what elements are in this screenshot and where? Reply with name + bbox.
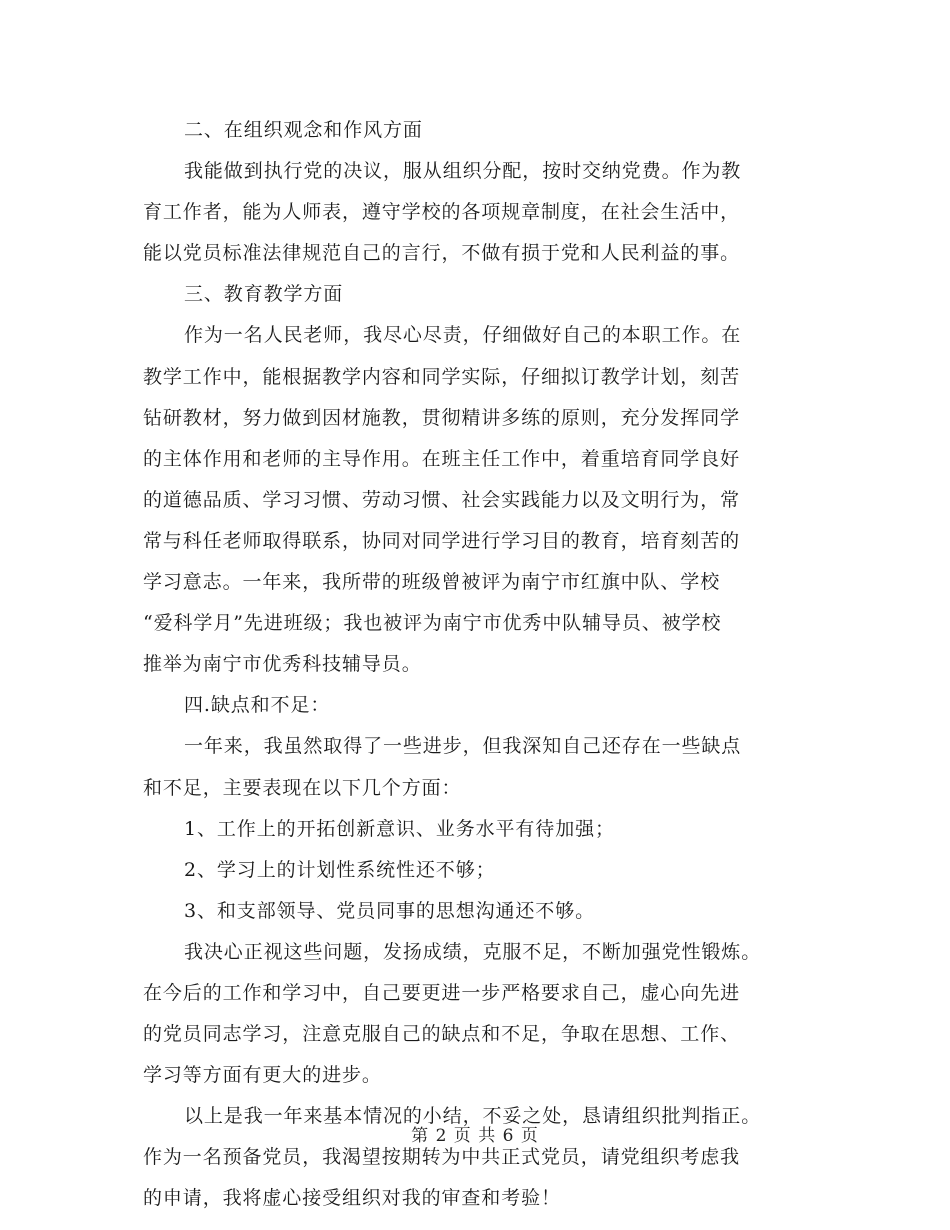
paragraph-line: 和不足，主要表现在以下几个方面： — [143, 776, 462, 799]
paragraph-line: 以上是我一年来基本情况的小结，不妥之处，恳请组织批判指正。 — [184, 1105, 762, 1128]
paragraph-line: 作为一名预备党员，我渴望按期转为中共正式党员，请党组织考虑我 — [143, 1146, 741, 1169]
paragraph-line: 学习意志。一年来，我所带的班级曾被评为南宁市红旗中队、学校 — [143, 571, 721, 594]
list-item: 2、学习上的计划性系统性还不够； — [184, 858, 496, 881]
paragraph-line: 的申请，我将虚心接受组织对我的审查和考验！ — [143, 1187, 561, 1210]
paragraph-line: 育工作者，能为人师表，遵守学校的各项规章制度，在社会生活中， — [143, 201, 741, 224]
paragraph-line: 教学工作中，能根据教学内容和同学实际，仔细拟订教学计划，刻苦 — [143, 365, 741, 388]
paragraph-line: 学习等方面有更大的进步。 — [143, 1064, 382, 1087]
paragraph-line: 的党员同志学习，注意克服自己的缺点和不足，争取在思想、工作、 — [143, 1023, 741, 1046]
paragraph-line: 的道德品质、学习习惯、劳动习惯、社会实践能力以及文明行为，常 — [143, 488, 741, 511]
paragraph-line: 推举为南宁市优秀科技辅导员。 — [143, 653, 422, 676]
paragraph-line: 的主体作用和老师的主导作用。在班主任工作中，着重培育同学良好 — [143, 447, 741, 470]
list-item: 3、和支部领导、党员同事的思想沟通还不够。 — [184, 899, 595, 922]
paragraph-line: 常与科任老师取得联系，协同对同学进行学习目的教育，培育刻苦的 — [143, 529, 741, 552]
section-heading-teaching: 三、教育教学方面 — [184, 283, 344, 306]
page-number: 第 2 页 共 6 页 — [411, 1126, 539, 1146]
paragraph-line: 一年来，我虽然取得了一些进步，但我深知自己还存在一些缺点 — [184, 735, 742, 758]
paragraph-line: 能以党员标准法律规范自己的言行，不做有损于党和人民利益的事。 — [143, 242, 741, 265]
paragraph-line: 我决心正视这些问题，发扬成绩，克服不足，不断加强党性锻炼。 — [184, 940, 762, 963]
paragraph-line: 在今后的工作和学习中，自己要更进一步严格要求自己，虚心向先进 — [143, 981, 741, 1004]
list-item: 1、工作上的开拓创新意识、业务水平有待加强； — [184, 817, 615, 840]
section-heading-organization: 二、在组织观念和作风方面 — [184, 119, 423, 141]
section-heading-shortcomings: 四.缺点和不足： — [184, 694, 331, 717]
paragraph-line: 作为一名人民老师，我尽心尽责，仔细做好自己的本职工作。在 — [184, 324, 742, 347]
document-body — [143, 110, 813, 1220]
paragraph-line: 我能做到执行党的决议，服从组织分配，按时交纳党费。作为教 — [184, 160, 742, 183]
paragraph-line: “爱科学月”先进班级；我也被评为南宁市优秀中队辅导员、被学校 — [143, 612, 722, 635]
paragraph-line: 钻研教材，努力做到因材施教，贯彻精讲多练的原则，充分发挥同学 — [143, 406, 741, 429]
